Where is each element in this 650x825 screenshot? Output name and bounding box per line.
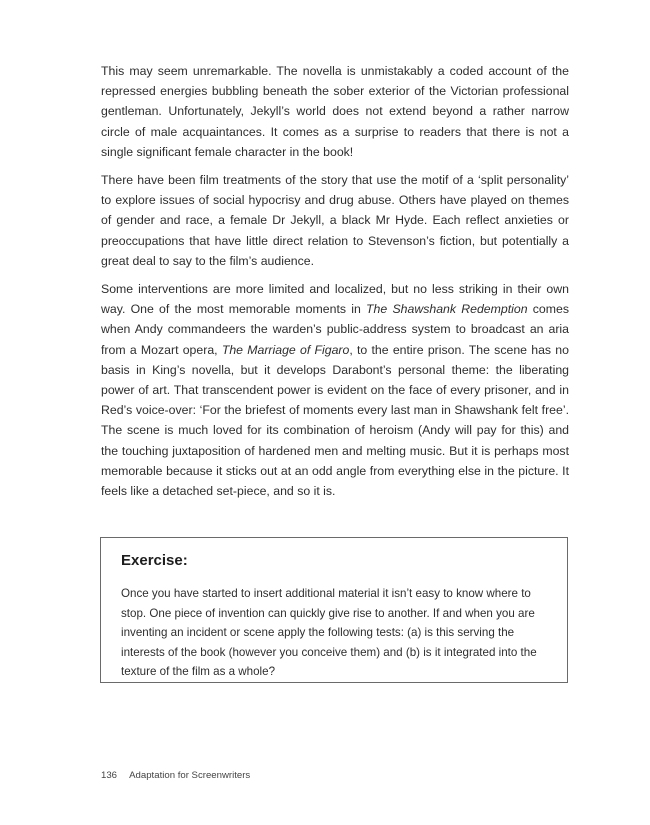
paragraph-text: , to the entire prison. The scene has no basis in King’s novella, but it develops Darabont’s personal theme: the liberating power of art. That transcendent power is evident on the face of every prisoner, and in Red’s voice-over: ‘For the briefest of moments every last man in Shawshank felt free’. The scene is much loved for its combination of heroism (Andy will pay for this) and the touching juxtaposition of hardened men and melting music. But it is perhaps most memorable because it sticks out at an odd angle from everything else in the picture. It feels like a detached set-piece, and so it is. bbox=[101, 342, 569, 499]
page-footer bbox=[101, 770, 250, 781]
paragraph-text: This may seem unremarkable. The novella is unmistakably a coded account of the repressed energies bubbling beneath the sober exterior of the Victorian professional gentleman. Unfortunately, Jekyll’s world does not extend beyond a rather narrow circle of male acquaintances. It comes as a surprise to readers that there is not a single significant female character in the book! bbox=[101, 64, 569, 159]
italic-title-text: The Shawshank Redemption bbox=[366, 302, 528, 317]
page-number: 136 bbox=[101, 770, 118, 781]
paragraph-text: Some interventions are more limited and localized, but no less striking in their own way. One of the most memorable moments in bbox=[101, 282, 569, 317]
exercise-title: Exercise: bbox=[121, 552, 188, 569]
book-title: Adaptation for Screenwriters bbox=[129, 770, 251, 781]
body-text bbox=[101, 61, 569, 509]
exercise-text: Once you have started to insert additional material it isn’t easy to know where to stop. One piece of invention can quickly give rise to another. If and when you are inventing an incident or scene apply the following tests: (a) is this serving the interests of the book (however you conceive them) and (b) is it integrated into the texture of the film as a whole? bbox=[121, 587, 537, 679]
italic-title-text: The Marriage of Figaro bbox=[221, 342, 350, 357]
exercise-box bbox=[100, 537, 568, 683]
paragraph-3 bbox=[101, 279, 569, 501]
paragraph-1 bbox=[101, 61, 569, 162]
paragraph-text: comes when Andy commandeers the warden’s public-address system to broadcast an aria from a Mozart opera, bbox=[101, 302, 570, 357]
paragraph-text: There have been film treatments of the story that use the motif of a ‘split personality’ to explore issues of social hypocrisy and drug abuse. Others have played on themes of gender and race, a female Dr Jekyll, a black Mr Hyde. Each reflect anxieties or preoccupations that have little direct relation to Stevenson’s fiction, but potentially a great deal to say to the film’s audience. bbox=[101, 173, 569, 268]
paragraph-2 bbox=[101, 170, 569, 271]
